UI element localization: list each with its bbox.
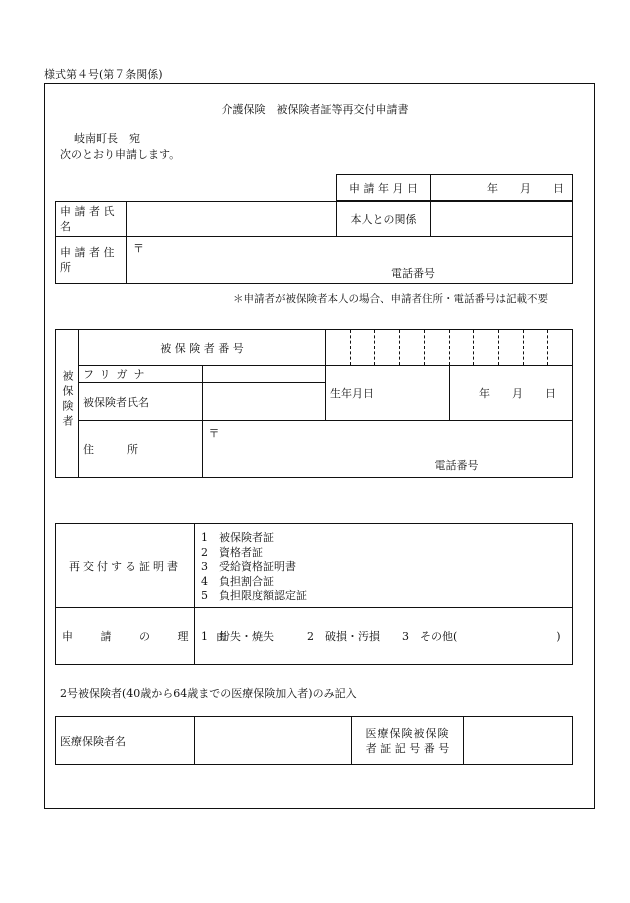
form-title: 介護保険 被保険者証等再交付申請書 [221,103,409,116]
relation-field[interactable] [431,202,573,237]
postal-mark: 〒 [133,242,144,255]
phone-label: 電話番号 [391,267,435,280]
cert-list [195,524,573,608]
insured-number-label: 被 保 険 者 番 号 [79,330,326,366]
cert-item[interactable]: 3 受給資格証明書 [201,560,296,574]
insured-table [55,329,573,478]
cert-item[interactable]: 4 負担割合証 [201,574,274,588]
cert-item[interactable]: 1 被保険者証 [201,531,274,545]
applicant-address-field[interactable] [127,237,573,284]
addressee: 岐南町長 宛 [74,132,140,145]
insured-address-field[interactable] [202,421,573,478]
insured-name-field[interactable] [202,383,326,421]
relation-label: 本人との関係 [337,202,431,237]
application-date-field[interactable]: 年 月 日 [431,175,573,201]
insured-postal-mark: 〒 [208,427,220,440]
insured-number-field[interactable] [326,330,573,366]
reissue-table [55,523,573,665]
applicant-name-label: 申 請 者 氏 名 [56,202,127,237]
insured-address-label: 住 所 [79,421,203,478]
insured-name-label: 被保険者氏名 [79,383,203,421]
furigana-field[interactable] [202,366,326,383]
applicant-table [55,201,573,284]
applicant-note: ＊申請者が被保険者本人の場合、申請者住所・電話番号は記載不要 [233,293,548,305]
applicant-name-field[interactable] [127,202,337,237]
application-date-label: 申 請 年 月 日 [337,175,431,201]
reason-label: 申 請 の 理 由 [56,608,195,665]
birth-field[interactable]: 年 月 日 [449,366,573,421]
applicant-address-label: 申 請 者 住 所 [56,237,127,284]
insured-phone-label: 電話番号 [434,459,479,472]
symbol-field[interactable] [464,717,573,765]
intro-text: 次のとおり申請します。 [60,148,181,161]
secondary-note: 2号被保険者(40歳から64歳までの医療保険加入者)のみ記入 [60,687,357,700]
insurer-field[interactable] [195,717,352,765]
furigana-label: フリガナ [79,366,203,383]
birth-label: 生年月日 [326,366,450,421]
cert-item[interactable]: 5 負担限度額認定証 [201,589,307,603]
insurer-label: 医療保険者名 [56,717,195,765]
secondary-table [55,716,573,765]
form-number: 様式第４号(第７条関係) [44,68,163,81]
symbol-label: 医療保険被保険 者 証 記 号 番 号 [352,717,464,765]
insured-side-label: 被保険者 [56,330,79,478]
application-date-table [336,174,573,201]
reason-options[interactable]: 1 紛失・焼失 2 破損・汚損 3 その他( ) [195,608,573,665]
cert-item[interactable]: 2 資格者証 [201,545,263,559]
cert-label: 再交付する証明書 [56,524,195,608]
